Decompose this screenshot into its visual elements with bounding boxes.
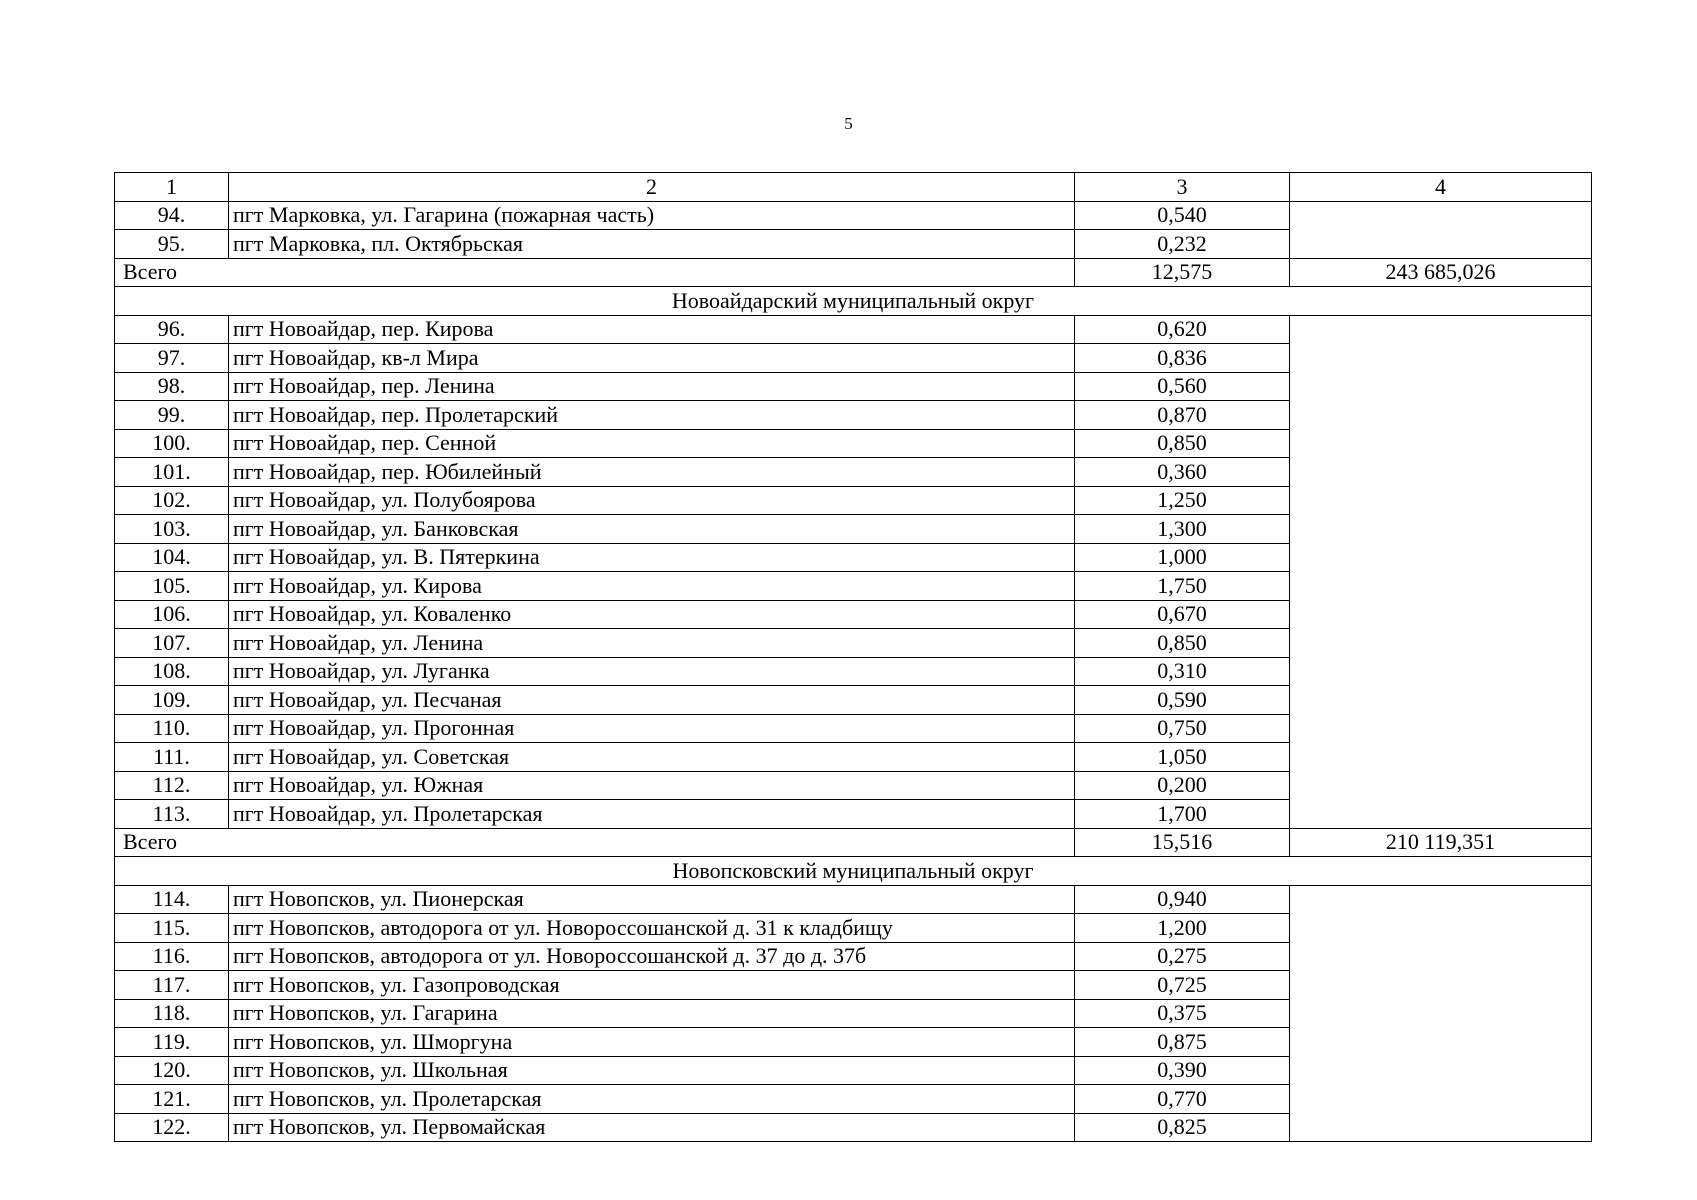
table-row bbox=[115, 885, 1592, 914]
road-address: пгт Новоайдар, ул. Пролетарская bbox=[229, 800, 1075, 829]
column-number-1: 1 bbox=[115, 173, 229, 202]
road-address: пгт Новопсков, ул. Газопроводская bbox=[229, 971, 1075, 1000]
road-address: пгт Новопсков, ул. Первомайская bbox=[229, 1113, 1075, 1142]
road-address: пгт Новопсков, ул. Шморгуна bbox=[229, 1028, 1075, 1057]
road-address: пгт Новоайдар, ул. Советская bbox=[229, 743, 1075, 772]
merged-cost-cell bbox=[1290, 315, 1592, 828]
road-length: 0,870 bbox=[1075, 401, 1290, 430]
section-row bbox=[115, 287, 1592, 316]
table-row bbox=[115, 201, 1592, 230]
road-address: пгт Новоайдар, пер. Сенной bbox=[229, 429, 1075, 458]
row-number: 120. bbox=[115, 1056, 229, 1085]
column-number-3: 3 bbox=[1075, 173, 1290, 202]
road-length: 1,300 bbox=[1075, 515, 1290, 544]
total-row bbox=[115, 828, 1592, 857]
road-address: пгт Новоайдар, пер. Юбилейный bbox=[229, 458, 1075, 487]
road-address: пгт Новоайдар, ул. Песчаная bbox=[229, 686, 1075, 715]
section-title: Новоайдарский муниципальный округ bbox=[115, 287, 1592, 316]
row-number: 94. bbox=[115, 201, 229, 230]
row-number: 116. bbox=[115, 942, 229, 971]
road-length: 0,940 bbox=[1075, 885, 1290, 914]
road-length: 0,560 bbox=[1075, 372, 1290, 401]
road-length: 0,620 bbox=[1075, 315, 1290, 344]
road-length: 0,390 bbox=[1075, 1056, 1290, 1085]
row-number: 112. bbox=[115, 771, 229, 800]
row-number: 101. bbox=[115, 458, 229, 487]
row-number: 111. bbox=[115, 743, 229, 772]
road-address: пгт Новоайдар, ул. Луганка bbox=[229, 657, 1075, 686]
row-number: 103. bbox=[115, 515, 229, 544]
row-number: 97. bbox=[115, 344, 229, 373]
row-number: 106. bbox=[115, 600, 229, 629]
row-number: 104. bbox=[115, 543, 229, 572]
merged-cost-cell bbox=[1290, 885, 1592, 1142]
road-address: пгт Новопсков, ул. Гагарина bbox=[229, 999, 1075, 1028]
total-label: Всего bbox=[115, 258, 1075, 287]
road-length: 0,310 bbox=[1075, 657, 1290, 686]
row-number: 98. bbox=[115, 372, 229, 401]
column-number-2: 2 bbox=[229, 173, 1075, 202]
road-length: 1,050 bbox=[1075, 743, 1290, 772]
row-number: 118. bbox=[115, 999, 229, 1028]
road-length: 0,200 bbox=[1075, 771, 1290, 800]
road-address: пгт Новопсков, ул. Пролетарская bbox=[229, 1085, 1075, 1114]
road-length: 0,825 bbox=[1075, 1113, 1290, 1142]
road-length: 0,670 bbox=[1075, 600, 1290, 629]
row-number: 99. bbox=[115, 401, 229, 430]
road-address: пгт Новоайдар, ул. Прогонная bbox=[229, 714, 1075, 743]
road-address: пгт Марковка, пл. Октябрьская bbox=[229, 230, 1075, 259]
total-sum: 243 685,026 bbox=[1290, 258, 1592, 287]
total-row bbox=[115, 258, 1592, 287]
total-length: 12,575 bbox=[1075, 258, 1290, 287]
road-length: 0,850 bbox=[1075, 429, 1290, 458]
row-number: 113. bbox=[115, 800, 229, 829]
road-address: пгт Новоайдар, кв-л Мира bbox=[229, 344, 1075, 373]
road-length: 0,540 bbox=[1075, 201, 1290, 230]
road-address: пгт Новопсков, автодорога от ул. Новороссошанской д. 37 до д. 37б bbox=[229, 942, 1075, 971]
total-length: 15,516 bbox=[1075, 828, 1290, 857]
page-number: 5 bbox=[844, 114, 853, 133]
row-number: 109. bbox=[115, 686, 229, 715]
row-number: 117. bbox=[115, 971, 229, 1000]
column-number-4: 4 bbox=[1290, 173, 1592, 202]
road-address: пгт Новоайдар, ул. Ленина bbox=[229, 629, 1075, 658]
road-address: пгт Новоайдар, ул. Кирова bbox=[229, 572, 1075, 601]
road-address: пгт Новопсков, ул. Школьная bbox=[229, 1056, 1075, 1085]
row-number: 108. bbox=[115, 657, 229, 686]
roads-table bbox=[114, 172, 1592, 1142]
road-length: 0,836 bbox=[1075, 344, 1290, 373]
row-number: 107. bbox=[115, 629, 229, 658]
road-length: 0,850 bbox=[1075, 629, 1290, 658]
total-label: Всего bbox=[115, 828, 1075, 857]
road-address: пгт Новоайдар, ул. Южная bbox=[229, 771, 1075, 800]
road-length: 0,275 bbox=[1075, 942, 1290, 971]
road-length: 1,700 bbox=[1075, 800, 1290, 829]
table-row bbox=[115, 315, 1592, 344]
road-length: 0,360 bbox=[1075, 458, 1290, 487]
row-number: 114. bbox=[115, 885, 229, 914]
road-address: пгт Новоайдар, пер. Кирова bbox=[229, 315, 1075, 344]
road-address: пгт Новоайдар, пер. Пролетарский bbox=[229, 401, 1075, 430]
row-number: 115. bbox=[115, 914, 229, 943]
road-address: пгт Марковка, ул. Гагарина (пожарная часть) bbox=[229, 201, 1075, 230]
road-length: 0,375 bbox=[1075, 999, 1290, 1028]
row-number: 110. bbox=[115, 714, 229, 743]
row-number: 102. bbox=[115, 486, 229, 515]
road-length: 0,750 bbox=[1075, 714, 1290, 743]
road-address: пгт Новопсков, ул. Пионерская bbox=[229, 885, 1075, 914]
section-row bbox=[115, 857, 1592, 886]
column-number-row bbox=[115, 173, 1592, 202]
road-address: пгт Новоайдар, ул. Коваленко bbox=[229, 600, 1075, 629]
road-address: пгт Новоайдар, пер. Ленина bbox=[229, 372, 1075, 401]
road-length: 1,200 bbox=[1075, 914, 1290, 943]
road-address: пгт Новоайдар, ул. Банковская bbox=[229, 515, 1075, 544]
section-title: Новопсковский муниципальный округ bbox=[115, 857, 1592, 886]
row-number: 95. bbox=[115, 230, 229, 259]
road-length: 1,250 bbox=[1075, 486, 1290, 515]
road-length: 0,770 bbox=[1075, 1085, 1290, 1114]
road-length: 1,000 bbox=[1075, 543, 1290, 572]
road-length: 1,750 bbox=[1075, 572, 1290, 601]
road-length: 0,875 bbox=[1075, 1028, 1290, 1057]
row-number: 122. bbox=[115, 1113, 229, 1142]
road-length: 0,725 bbox=[1075, 971, 1290, 1000]
row-number: 119. bbox=[115, 1028, 229, 1057]
roads-table-body bbox=[115, 173, 1592, 1142]
road-address: пгт Новопсков, автодорога от ул. Новороссошанской д. 31 к кладбищу bbox=[229, 914, 1075, 943]
row-number: 121. bbox=[115, 1085, 229, 1114]
row-number: 105. bbox=[115, 572, 229, 601]
road-address: пгт Новоайдар, ул. Полубоярова bbox=[229, 486, 1075, 515]
road-length: 0,232 bbox=[1075, 230, 1290, 259]
row-number: 96. bbox=[115, 315, 229, 344]
road-address: пгт Новоайдар, ул. В. Пятеркина bbox=[229, 543, 1075, 572]
merged-cost-cell bbox=[1290, 201, 1592, 258]
total-sum: 210 119,351 bbox=[1290, 828, 1592, 857]
road-length: 0,590 bbox=[1075, 686, 1290, 715]
row-number: 100. bbox=[115, 429, 229, 458]
